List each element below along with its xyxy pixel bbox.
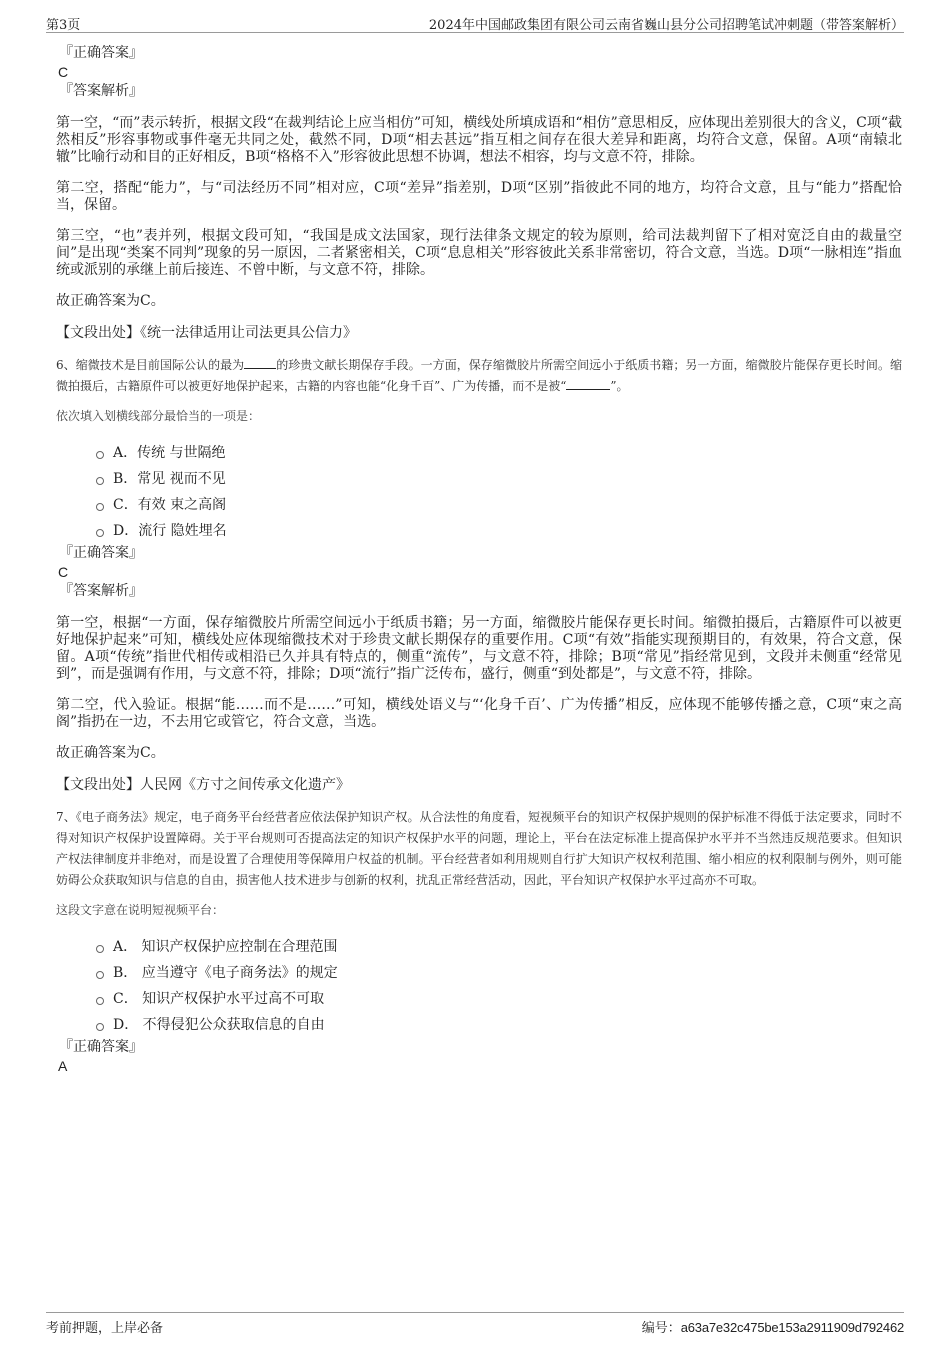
correct-answer-label: 『正确答案』: [59, 545, 143, 561]
page-number: 第3页: [46, 18, 81, 33]
page-header: [46, 12, 904, 33]
radio-icon[interactable]: [96, 1023, 104, 1031]
radio-icon[interactable]: [96, 503, 104, 511]
analysis-label: 『答案解析』: [59, 583, 143, 599]
q7-prompt: 这段文字意在说明短视频平台：: [56, 903, 225, 917]
radio-icon[interactable]: [96, 529, 104, 537]
q6-prompt: 依次填入划横线部分最恰当的一项是：: [56, 409, 261, 423]
q6-analysis-2: 第二空，代入验证。根据“能……而不是……”可知，横线处语义与“‘化身千百’、广为传播”相反，应体现不能够传播之意，C项“束之高阁”指扔在一边，不去用它或管它，符合文意，当选。: [56, 697, 902, 730]
q7-option-a[interactable]: A． 知识产权保护应控制在合理范围: [96, 934, 902, 960]
radio-icon[interactable]: [96, 477, 104, 485]
q6-analysis-1: 第一空，根据“一方面，保存缩微胶片所需空间远小于纸质书籍；另一方面，缩微胶片能保存更长时间。缩微拍摄后，古籍原件可以被更好地保护起来”可知，横线处应体现缩微技术对于珍贵文献长期保存的重要作用。C项“有效”指能实现预期目的，有效果，符合文意，保留。A项“传统”指世代相传或相沿已久并具有特点的，侧重“流传”，与文意不符，排除；B项“常见”指经常见到，文段并未侧重“经常见到”，而是强调有作用，与文意不符，排除；D项“流行”指广泛传布，盛行，侧重“到处都是”，与文意不符，排除。: [56, 615, 902, 682]
q7-stem: 7、《电子商务法》规定，电子商务平台经营者应依法保护知识产权。从合法性的角度看，短视频平台的知识产权保护规则的保护标准不得低于法定要求，同时不得对知识产权保护设置障碍。关于平台规则可否提高法定的知识产权保护水平的问题，理论上，平台在法定标准上提高保护水平并不当然违反规范要求。但知识产权法律制度并非绝对，而是设置了合理使用等保障用户权益的机制。平台经营者如利用规则自行扩大知识产权权利范围、缩小相应的权利限制与例外，则可能妨碍公众获取知识与信息的自由，损害他人技术进步与创新的权利，扰乱正常经营活动，因此，平台知识产权保护水平过高亦不可取。: [56, 810, 902, 887]
radio-icon[interactable]: [96, 451, 104, 459]
q7-answer: A: [58, 1058, 68, 1074]
q7-option-d[interactable]: D． 不得侵犯公众获取信息的自由: [96, 1012, 902, 1038]
q6-options: [96, 440, 902, 544]
q6-option-c[interactable]: C．有效 束之高阁: [96, 492, 902, 518]
q5-analysis-1: 第一空，“而”表示转折，根据文段“在裁判结论上应当相仿”可知，横线处所填成语和“相仿”意思相反，应体现出差别很大的含义，C项“截然相反”形容事物或事件毫无共同之处，截然不同，D项“相去甚远”指互相之间存在很大差异和距离，均符合文意，保留。A项“南辕北辙”比喻行动和目的正好相反，B项“格格不入”形容彼此思想不协调，想法不相容，均与文意不符，排除。: [56, 115, 902, 165]
q6-blank-2: [566, 377, 610, 390]
footer-slogan: 考前押题，上岸必备: [46, 1321, 164, 1336]
analysis-label: 『答案解析』: [59, 83, 143, 99]
q6-answer: C: [58, 564, 69, 580]
q7-option-b[interactable]: B． 应当遵守《电子商务法》的规定: [96, 960, 902, 986]
q5-analysis-2: 第二空，搭配“能力”，与“司法经历不同”相对应，C项“差异”指差别，D项“区别”指彼此不同的地方，均符合文意，且与“能力”搭配恰当，保留。: [56, 180, 902, 213]
radio-icon[interactable]: [96, 971, 104, 979]
page-content: [56, 44, 902, 1076]
correct-answer-label: 『正确答案』: [59, 45, 143, 61]
q6-conclusion: 故正确答案为C。: [56, 745, 165, 761]
q6-source: 【文段出处】人民网《方寸之间传承文化遗产》: [56, 777, 350, 793]
q6-blank-1: [244, 356, 276, 369]
q5-conclusion: 故正确答案为C。: [56, 293, 165, 309]
q6-option-d[interactable]: D．流行 隐姓埋名: [96, 518, 902, 544]
radio-icon[interactable]: [96, 997, 104, 1005]
radio-icon[interactable]: [96, 945, 104, 953]
correct-answer-label: 『正确答案』: [59, 1039, 143, 1055]
q6-option-a[interactable]: A．传统 与世隔绝: [96, 440, 902, 466]
q7-options: [96, 934, 902, 1038]
q5-analysis-3: 第三空，“也”表并列，根据文段可知，“我国是成文法国家，现行法律条文规定的较为原则，给司法裁判留下了相对宽泛自由的裁量空间”是出现“类案不同判”现象的另一原因，二者紧密相关，C项“息息相关”形容彼此关系非常密切，符合文意，当选。D项“一脉相连”指血统或派别的承继上前后接连、不曾中断，与文意不符，排除。: [56, 228, 902, 278]
document-title: 2024年中国邮政集团有限公司云南省巍山县分公司招聘笔试冲刺题（带答案解析）: [428, 18, 904, 33]
q5-source: 【文段出处】《统一法律适用让司法更具公信力》: [56, 325, 357, 341]
document-id: 编号：a63a7e32c475be153a2911909d792462: [641, 1320, 904, 1336]
q5-answer: C: [58, 64, 69, 80]
q7-option-c[interactable]: C． 知识产权保护水平过高不可取: [96, 986, 902, 1012]
q6-stem: 6、缩微技术是目前国际公认的最为 的珍贵文献长期保存手段。一方面，保存缩微胶片所需空间远小于纸质书籍；另一方面，缩微胶片能保存更长时间。缩微拍摄后，古籍原件可以被更好地保护起来，古籍的内容也能“化身千百”、广为传播，而不是被“ ”。: [56, 358, 902, 393]
page-footer: [46, 1312, 904, 1335]
q6-option-b[interactable]: B．常见 视而不见: [96, 466, 902, 492]
